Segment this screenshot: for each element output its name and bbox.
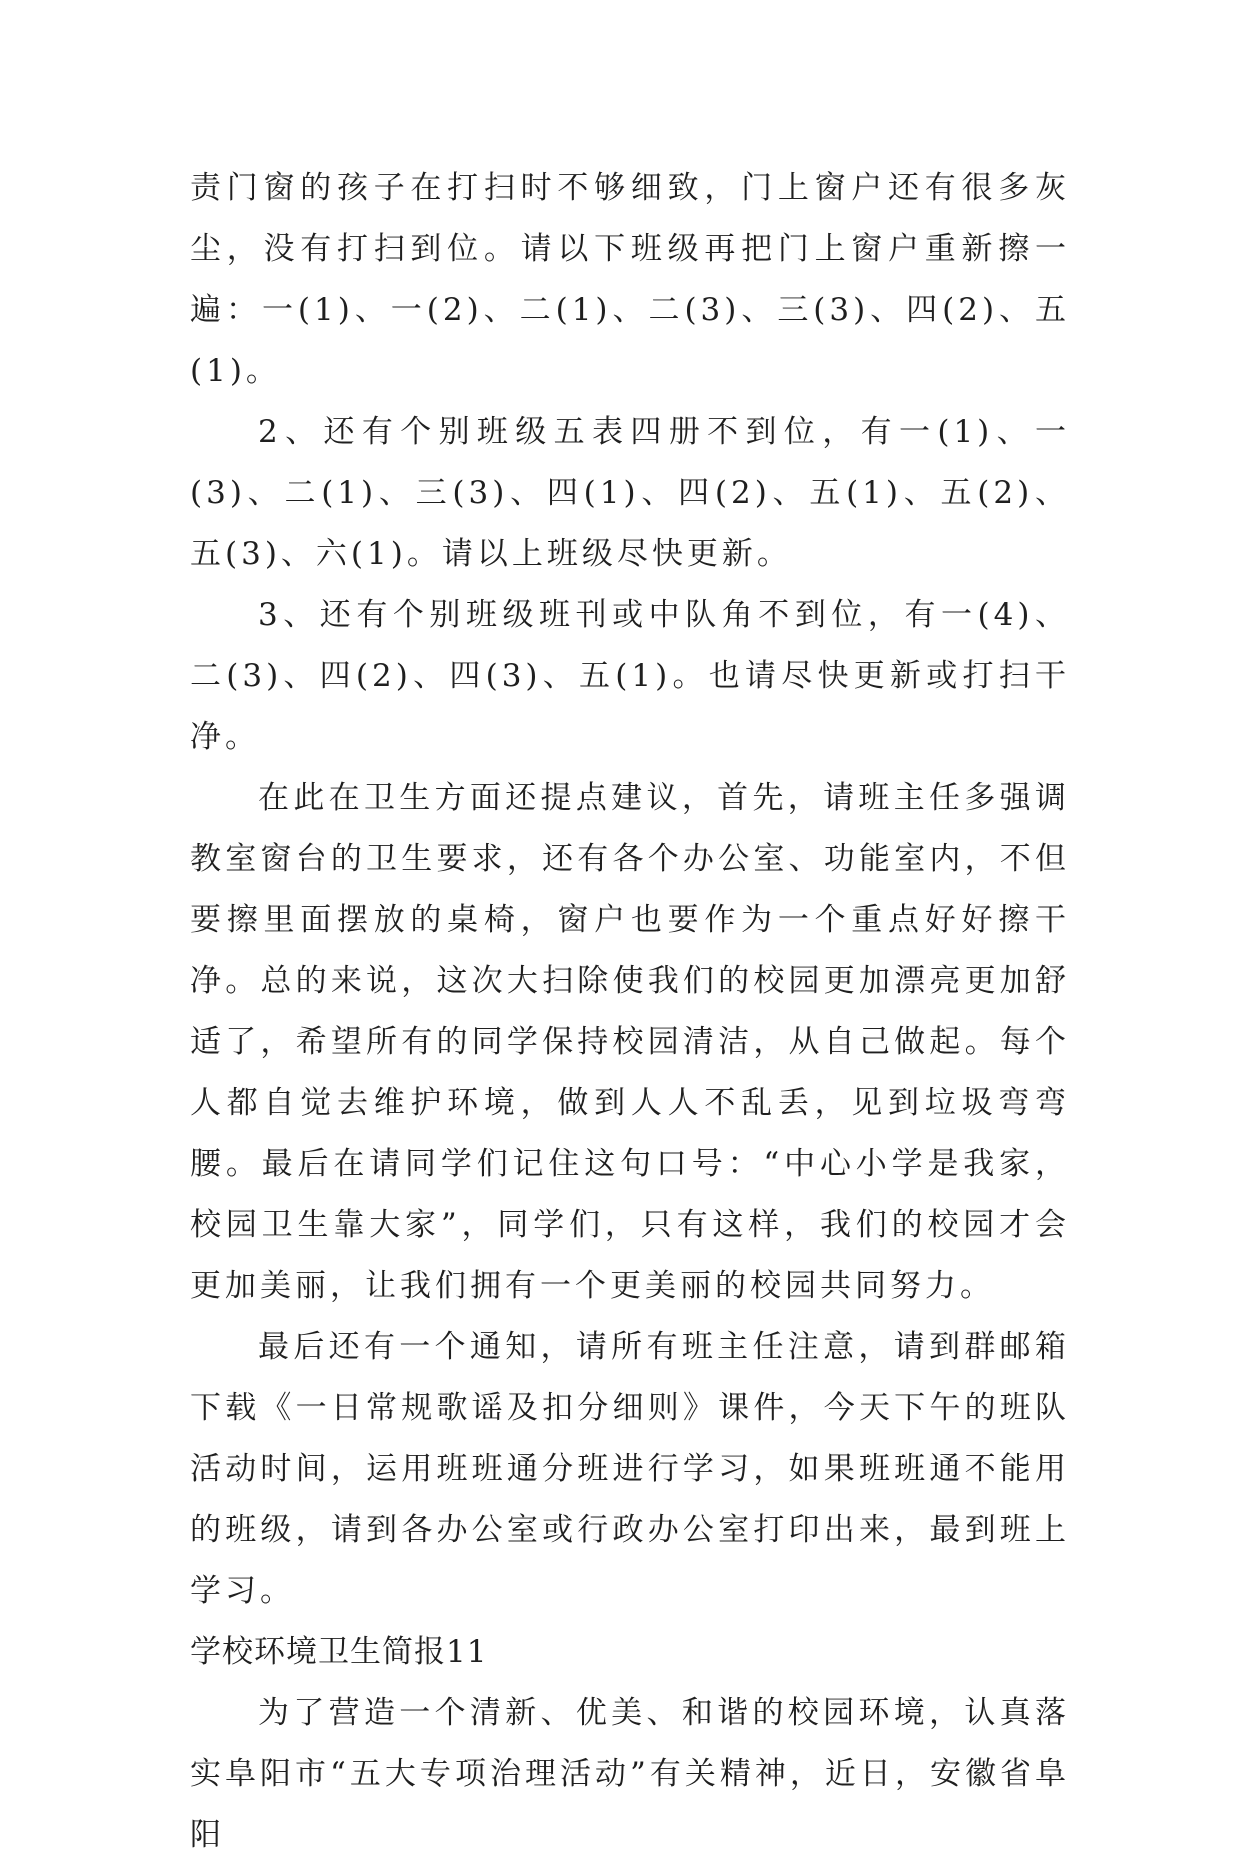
paragraph-window-cleaning: 责门窗的孩子在打扫时不够细致，门上窗户还有很多灰尘，没有打扫到位。请以下班级再把门上窗户重新擦一遍：一(1)、一(2)、二(1)、二(3)、三(3)、四(2)、五(1)。 <box>190 170 1070 389</box>
section-heading: 学校环境卫生简报11 <box>190 1634 488 1670</box>
document-body <box>190 158 1070 1866</box>
paragraph-suggestions: 在此在卫生方面还提点建议，首先，请班主任多强调教室窗台的卫生要求，还有各个办公室、功能室内，不但要擦里面摆放的桌椅，窗户也要作为一个重点好好擦干净。总的来说，这次大扫除使我们的校园更加漂亮更加舒适了，希望所有的同学保持校园清洁，从自己做起。每个人都自觉去维护环境，做到人人不乱丢，见到垃圾弯弯腰。最后在请同学们记住这句口号：“中心小学是我家，校园卫生靠大家”，同学们，只有这样，我们的校园才会更加美丽，让我们拥有一个更美丽的校园共同努力。 <box>190 780 1070 1304</box>
paragraph-notice: 最后还有一个通知，请所有班主任注意，请到群邮箱下载《一日常规歌谣及扣分细则》课件，今天下午的班队活动时间，运用班班通分班进行学习，如果班班通不能用的班级，请到各办公室或行政办公室打印出来，最到班上学习。 <box>190 1329 1070 1609</box>
paragraph-intro: 为了营造一个清新、优美、和谐的校园环境，认真落实阜阳市“五大专项治理活动”有关精神，近日，安徽省阜阳 <box>190 1695 1070 1853</box>
paragraph-item-3: 3、还有个别班级班刊或中队角不到位，有一(4)、二(3)、四(2)、四(3)、五(1)。也请尽快更新或打扫干净。 <box>190 597 1070 755</box>
paragraph-item-2: 2、还有个别班级五表四册不到位，有一(1)、一(3)、二(1)、三(3)、四(1)、四(2)、五(1)、五(2)、五(3)、六(1)。请以上班级尽快更新。 <box>190 414 1070 572</box>
